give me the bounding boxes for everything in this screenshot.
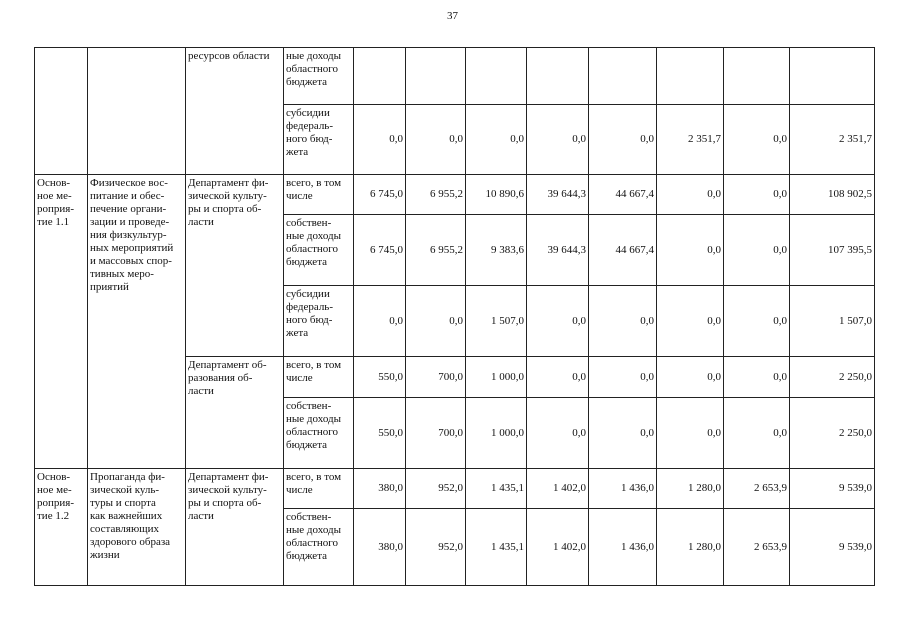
value-cell: 6 955,2 [406,215,466,286]
page-number: 37 [447,10,458,22]
value-cell: 0,0 [589,357,657,398]
value-cell: 1 402,0 [527,509,589,586]
value-cell [466,48,527,105]
event-cell: Основ- ное ме- роприя- тие 1.1 [35,175,88,469]
value-cell [657,48,724,105]
value-cell: 1 507,0 [790,286,875,357]
value-cell [354,48,406,105]
table-row [35,48,875,105]
value-cell: 2 351,7 [790,105,875,175]
value-cell: 0,0 [657,175,724,215]
value-cell: 10 890,6 [466,175,527,215]
value-cell: 0,0 [406,105,466,175]
value-cell: 9 539,0 [790,509,875,586]
value-cell: 1 435,1 [466,509,527,586]
value-cell: 0,0 [589,286,657,357]
value-cell: 0,0 [466,105,527,175]
value-cell: 0,0 [527,357,589,398]
value-cell: 0,0 [724,175,790,215]
table-row [35,469,875,509]
funding-source-cell: субсидии федераль- ного бюд- жета [284,105,354,175]
executor-cell: Департамент фи- зической культу- ры и спорта об- ласти [186,175,284,357]
value-cell: 1 000,0 [466,398,527,469]
value-cell: 0,0 [589,398,657,469]
value-cell: 700,0 [406,398,466,469]
value-cell: 39 644,3 [527,215,589,286]
value-cell: 6 955,2 [406,175,466,215]
value-cell: 380,0 [354,469,406,509]
value-cell: 1 436,0 [589,509,657,586]
value-cell: 700,0 [406,357,466,398]
budget-table [34,47,875,586]
value-cell: 39 644,3 [527,175,589,215]
value-cell: 0,0 [354,105,406,175]
value-cell: 0,0 [724,357,790,398]
value-cell: 1 280,0 [657,469,724,509]
funding-source-cell: собствен- ные доходы областного бюджета [284,398,354,469]
value-cell: 0,0 [406,286,466,357]
funding-source-cell: субсидии федераль- ного бюд- жета [284,286,354,357]
event-description-cell: Физическое вос- питание и обес- печение органи- зации и проведе- ния физкультур- ных мероприятий и массовых спор- тивных меро- приятий [88,175,186,469]
table-row [35,175,875,215]
value-cell: 952,0 [406,469,466,509]
value-cell: 1 000,0 [466,357,527,398]
value-cell: 1 280,0 [657,509,724,586]
value-cell: 0,0 [527,398,589,469]
event-description-cell [88,48,186,175]
event-cell: Основ- ное ме- роприя- тие 1.2 [35,469,88,586]
value-cell: 0,0 [657,215,724,286]
value-cell: 1 436,0 [589,469,657,509]
executor-cell: Департамент фи- зической культу- ры и спорта об- ласти [186,469,284,586]
value-cell: 0,0 [354,286,406,357]
value-cell: 952,0 [406,509,466,586]
value-cell: 108 902,5 [790,175,875,215]
event-cell [35,48,88,175]
value-cell: 550,0 [354,357,406,398]
value-cell: 2 653,9 [724,509,790,586]
value-cell: 2 250,0 [790,398,875,469]
value-cell: 2 250,0 [790,357,875,398]
funding-source-cell: собствен- ные доходы областного бюджета [284,509,354,586]
executor-cell: ресурсов области [186,48,284,175]
value-cell: 9 383,6 [466,215,527,286]
value-cell: 6 745,0 [354,215,406,286]
funding-source-cell: собствен- ные доходы областного бюджета [284,215,354,286]
value-cell: 0,0 [657,286,724,357]
value-cell: 0,0 [657,398,724,469]
value-cell: 2 351,7 [657,105,724,175]
value-cell: 380,0 [354,509,406,586]
executor-cell: Департамент об- разования об- ласти [186,357,284,469]
value-cell [790,48,875,105]
value-cell: 9 539,0 [790,469,875,509]
value-cell: 0,0 [724,215,790,286]
value-cell: 44 667,4 [589,175,657,215]
value-cell: 44 667,4 [589,215,657,286]
funding-source-cell: всего, в том числе [284,469,354,509]
value-cell: 550,0 [354,398,406,469]
funding-source-cell: всего, в том числе [284,357,354,398]
value-cell: 1 507,0 [466,286,527,357]
value-cell: 0,0 [724,286,790,357]
value-cell: 0,0 [724,398,790,469]
event-description-cell: Пропаганда фи- зической куль- туры и спорта как важнейших составляющих здорового образа жизни [88,469,186,586]
value-cell: 0,0 [527,105,589,175]
funding-source-cell: всего, в том числе [284,175,354,215]
value-cell: 0,0 [724,105,790,175]
funding-source-cell: ные доходы областного бюджета [284,48,354,105]
value-cell: 0,0 [589,105,657,175]
value-cell [527,48,589,105]
value-cell: 1 402,0 [527,469,589,509]
value-cell [406,48,466,105]
value-cell [724,48,790,105]
value-cell: 2 653,9 [724,469,790,509]
value-cell: 107 395,5 [790,215,875,286]
value-cell: 0,0 [657,357,724,398]
value-cell [589,48,657,105]
value-cell: 6 745,0 [354,175,406,215]
value-cell: 1 435,1 [466,469,527,509]
value-cell: 0,0 [527,286,589,357]
